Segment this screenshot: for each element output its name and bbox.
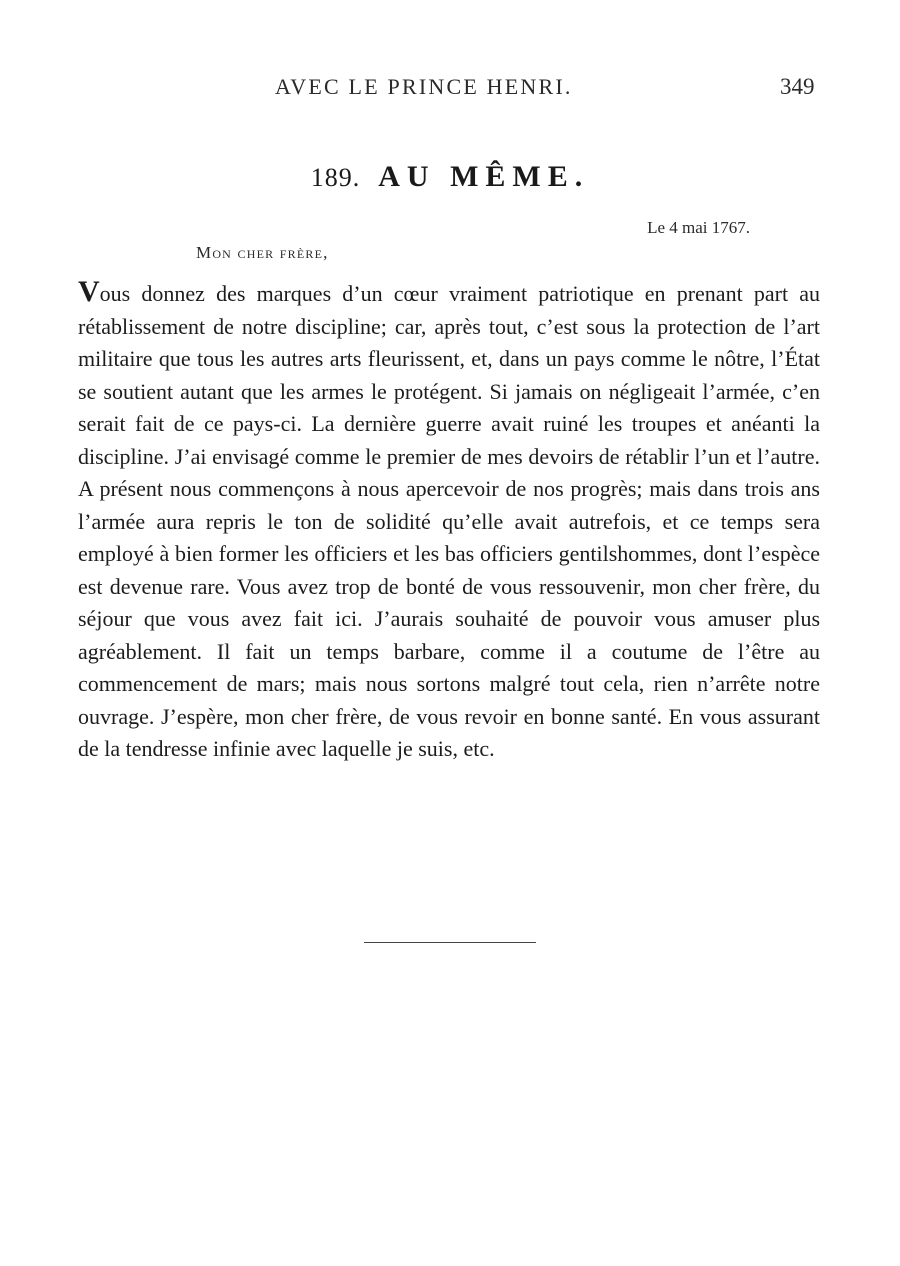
running-head [0, 74, 900, 104]
page-number: 349 [780, 74, 815, 99]
end-rule [364, 942, 536, 943]
letter-body-text: ous donnez des marques d’un cœur vraiment patriotique en prenant part au rétablissement de notre discipline; car, après tout, c’est sous la protection de l’art militaire que tous les autres arts fleurissent, et, dans un pays comme le nôtre, l’État se soutient autant que les armes le protégent. Si jamais on négligeait l’armée, c’en serait fait de ce pays-ci. La dernière guerre avait ruiné les troupes et anéanti la discipline. J’ai envisagé comme le premier de mes devoirs de rétablir l’un et l’autre. A présent nous commençons à nous apercevoir de nos progrès; mais dans trois ans l’armée aura repris le ton de solidité qu’elle avait autrefois, et ce temps sera employé à bien former les officiers et les bas officiers gentilshommes, dont l’espèce est devenue rare. Vous avez trop de bonté de vous ressouvenir, mon cher frère, du séjour que vous avez fait ici. J’aurais souhaité de pouvoir vous amuser plus agréablement. Il fait un temps barbare, comme il a coutume de l’être au commencement de mars; mais nous sortons malgré tout cela, rien n’arrête notre ouvrage. J’espère, mon cher frère, de vous revoir en bonne santé. En vous assurant de la tendresse infinie avec laquelle je suis, etc. [78, 281, 820, 761]
letter-number: 189. [310, 163, 361, 192]
letter-salutation: Mon cher frère, [196, 243, 329, 262]
running-head-title: AVEC LE PRINCE HENRI. [275, 74, 573, 99]
letter-title: AU MÊME. [378, 160, 590, 193]
letter-date: Le 4 mai 1767. [647, 218, 750, 237]
initial-letter: V [78, 275, 100, 308]
letter-body [78, 275, 820, 766]
letter-heading [0, 160, 900, 194]
